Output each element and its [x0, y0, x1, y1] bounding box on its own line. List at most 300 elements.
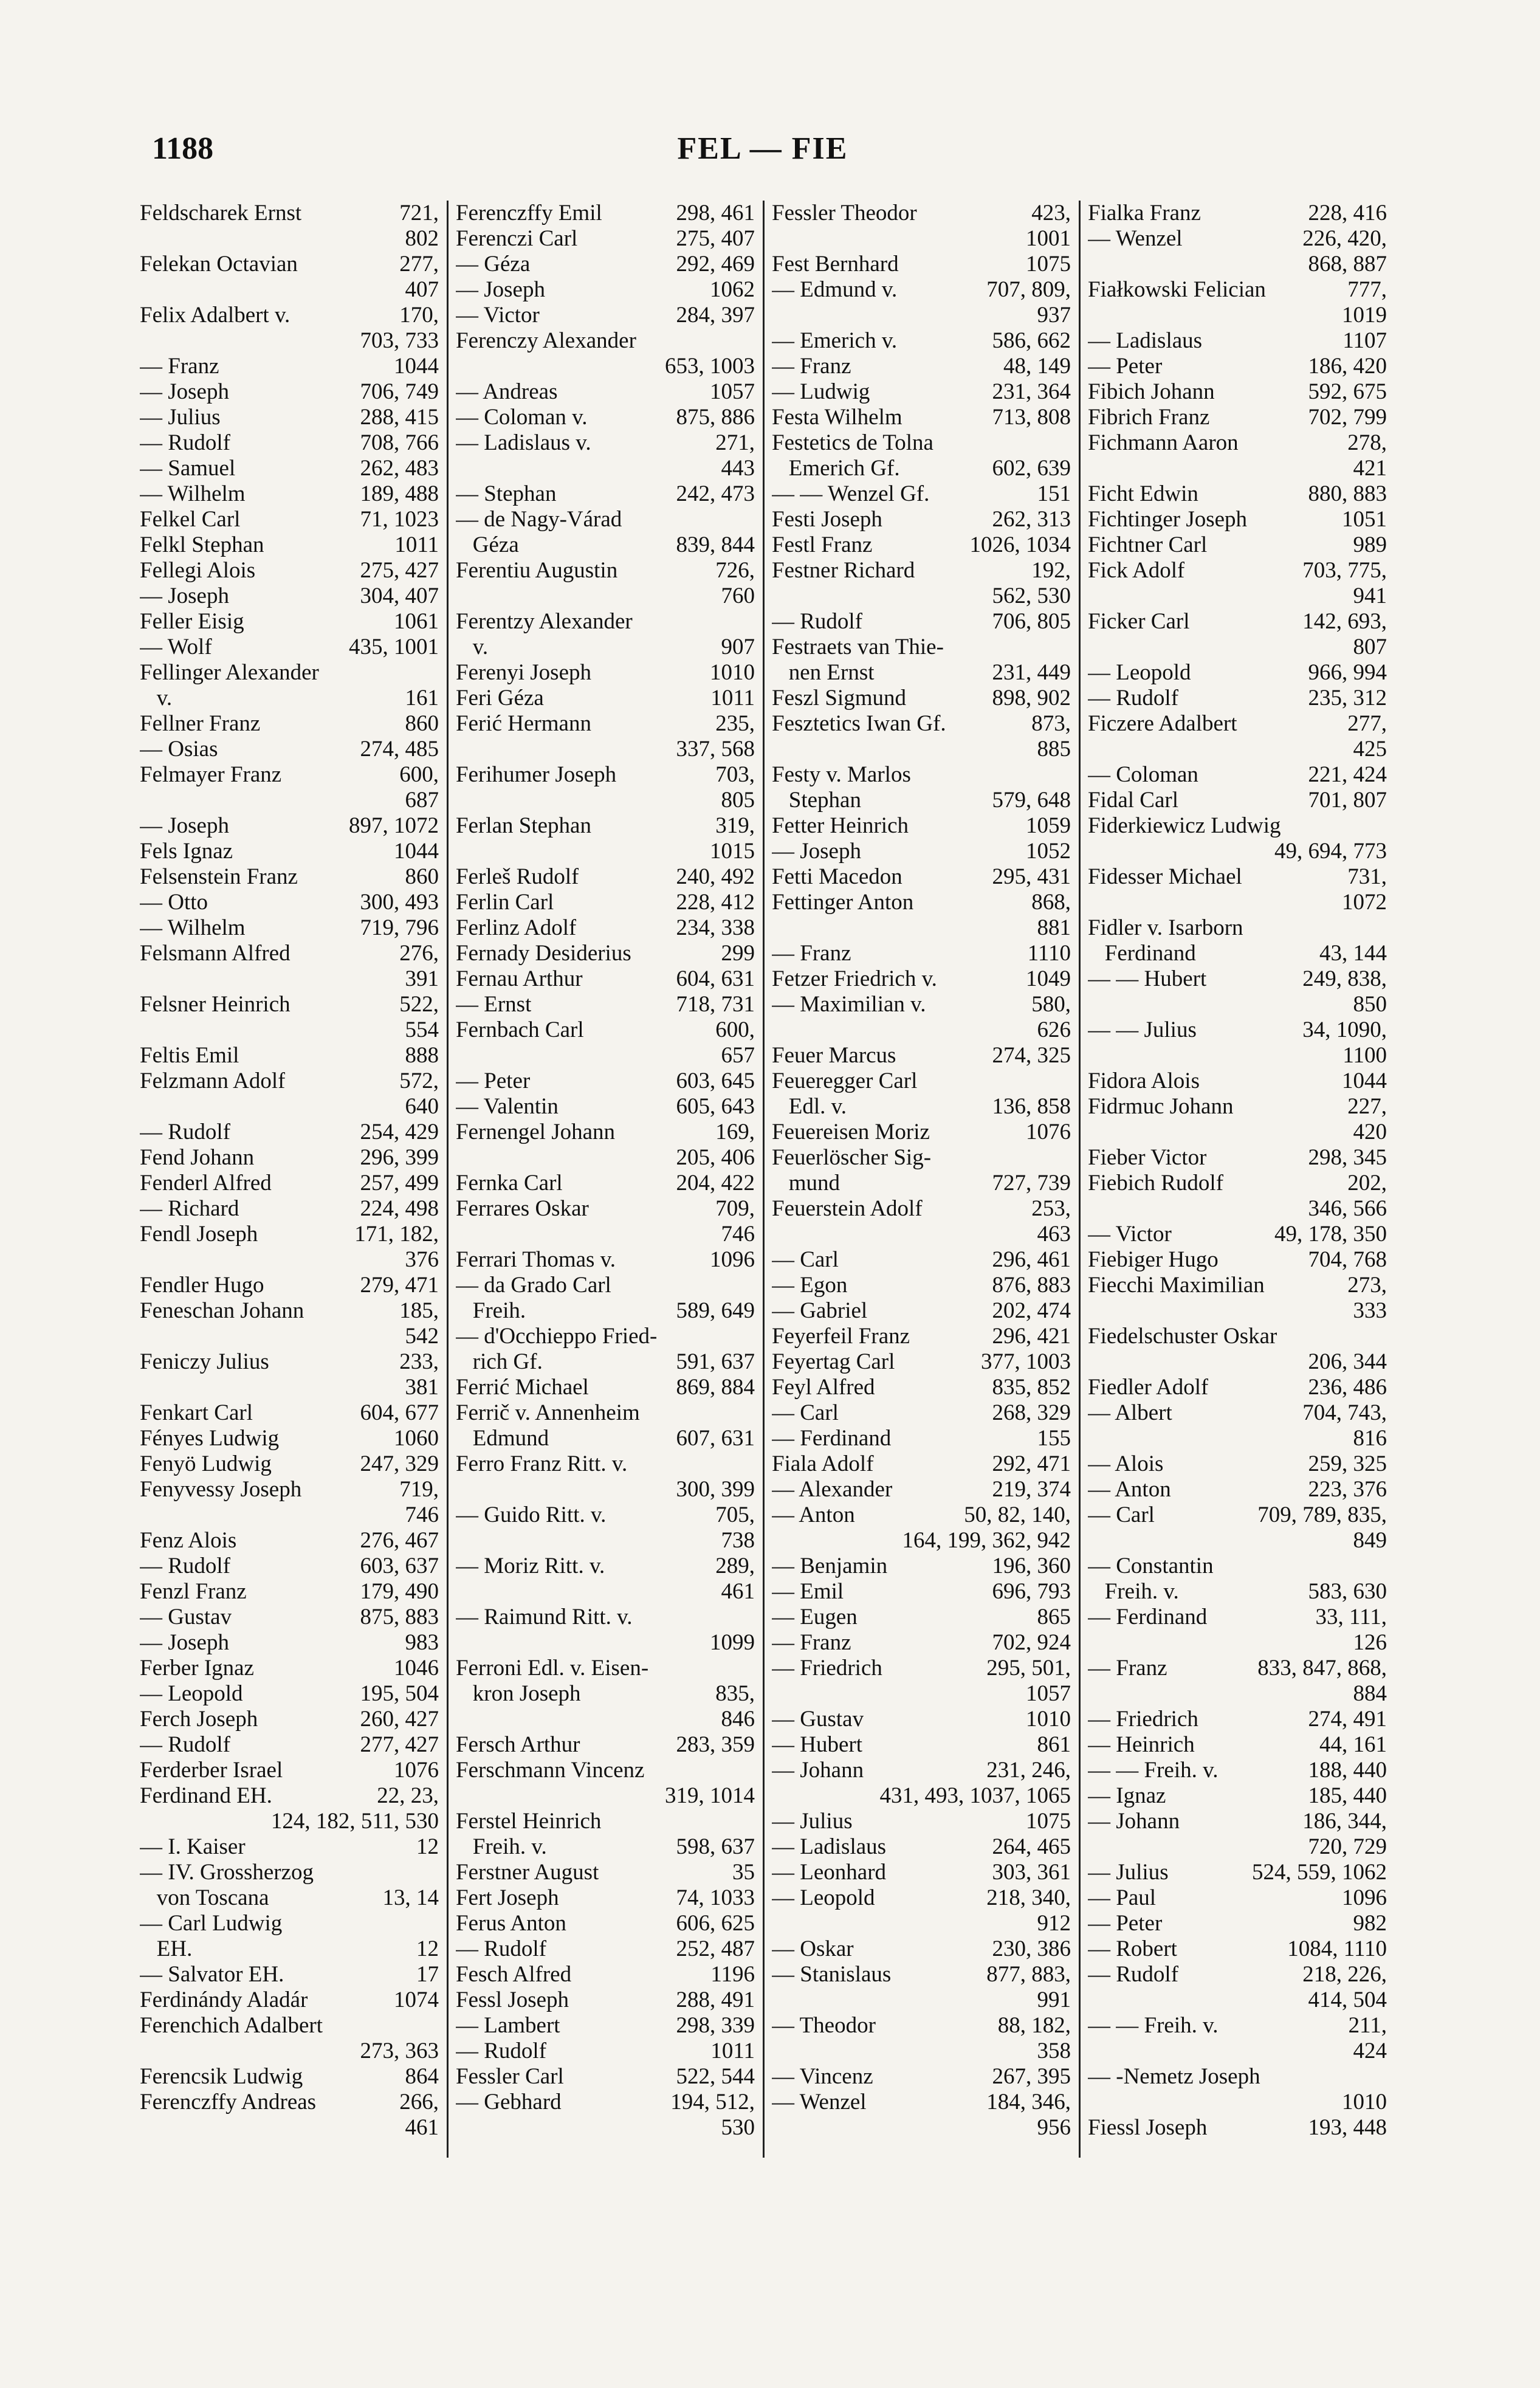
index-entry	[456, 1758, 755, 1783]
entry-name: — Paul	[1088, 1885, 1157, 1910]
entry-pages: 1057	[1026, 1681, 1071, 1706]
index-entry	[1088, 1579, 1387, 1605]
entry-name: Ferus Anton	[456, 1911, 566, 1936]
index-entry	[1088, 762, 1387, 788]
index-entry	[140, 1043, 439, 1068]
index-entry	[772, 711, 1071, 737]
entry-pages: 277,	[1347, 711, 1387, 736]
index-entry	[1088, 890, 1387, 915]
entry-name: — Wilhelm	[140, 481, 246, 506]
index-entry	[456, 201, 755, 226]
index-entry	[1088, 2039, 1387, 2064]
index-entry	[140, 1707, 439, 1732]
index-entry	[456, 864, 755, 890]
index-entry	[772, 1605, 1071, 1630]
entry-name: Ferro Franz Ritt. v.	[456, 1451, 628, 1476]
entry-name: Stephan	[772, 788, 861, 813]
entry-pages: 876, 883	[992, 1273, 1071, 1298]
entry-name: — Alois	[1088, 1451, 1164, 1476]
index-entry	[772, 941, 1071, 966]
entry-name: Ficzere Adalbert	[1088, 711, 1237, 736]
index-entry	[140, 1554, 439, 1579]
entry-name: Fidora Alois	[1088, 1068, 1200, 1093]
entry-pages: 227,	[1347, 1094, 1387, 1119]
index-entry	[1088, 1400, 1387, 1426]
entry-pages: 885	[1037, 737, 1071, 762]
index-entry	[456, 1375, 755, 1400]
entry-name: — Ladislaus v.	[456, 430, 591, 455]
entry-name: Fiebich Rudolf	[1088, 1171, 1224, 1196]
index-entry	[456, 1630, 755, 1656]
entry-name: — Emil	[772, 1579, 844, 1604]
entry-name: Fendler Hugo	[140, 1273, 264, 1298]
index-entry	[772, 1043, 1071, 1068]
index-entry	[772, 1298, 1071, 1324]
entry-name: — Gabriel	[772, 1298, 868, 1323]
index-entry	[140, 635, 439, 660]
entry-name: Fichtinger Joseph	[1088, 507, 1248, 532]
index-entry	[140, 2013, 439, 2039]
entry-pages: 598, 637	[676, 1834, 755, 1859]
entry-name: — Wenzel	[1088, 226, 1183, 251]
entry-name: — Ferdinand	[1088, 1605, 1208, 1629]
entry-name: Feltis Emil	[140, 1043, 239, 1068]
entry-name: — — Wenzel Gf.	[772, 481, 930, 506]
index-entry	[1088, 1273, 1387, 1298]
entry-pages: 966, 994	[1308, 660, 1387, 685]
entry-pages: 296, 421	[992, 1324, 1071, 1349]
entry-pages: 288, 415	[360, 405, 439, 430]
entry-name: — Joseph	[140, 583, 229, 608]
index-entry	[140, 456, 439, 481]
entry-name: Felsmann Alfred	[140, 941, 290, 966]
entry-name: Felkl Stephan	[140, 532, 264, 557]
index-entry	[772, 1247, 1071, 1273]
entry-pages: 606, 625	[676, 1911, 755, 1936]
entry-pages: 74, 1033	[676, 1885, 755, 1910]
entry-pages: 777,	[1347, 277, 1387, 302]
entry-name: — Joseph	[456, 277, 545, 302]
index-entry	[1088, 915, 1387, 941]
entry-pages: 278,	[1347, 430, 1387, 455]
entry-pages: 17	[416, 1962, 439, 1987]
index-entry	[772, 1426, 1071, 1451]
entry-name: — Julius	[1088, 1860, 1169, 1885]
entry-name: — Salvator EH.	[140, 1962, 284, 1987]
entry-name: — Vincenz	[772, 2064, 873, 2089]
entry-name: Ferdinand EH.	[140, 1783, 272, 1808]
entry-name: — Coloman v.	[456, 405, 588, 430]
index-entry	[772, 379, 1071, 405]
index-entry	[456, 1732, 755, 1758]
entry-pages: 49, 694, 773	[1274, 839, 1387, 864]
entry-name: Fidrmuc Johann	[1088, 1094, 1234, 1119]
index-entry	[1088, 1783, 1387, 1809]
index-entry	[456, 839, 755, 864]
index-entry	[1088, 277, 1387, 303]
entry-pages: 807	[1353, 635, 1387, 659]
entry-pages: 746	[721, 1222, 755, 1247]
index-entry	[456, 1860, 755, 1885]
entry-pages: 1051	[1342, 507, 1387, 532]
entry-pages: 726,	[715, 558, 755, 583]
entry-pages: 233,	[399, 1349, 439, 1374]
index-entry	[1088, 737, 1387, 762]
index-entry	[1088, 1656, 1387, 1681]
entry-name: Freih. v.	[1088, 1579, 1179, 1604]
entry-name: — IV. Grossherzog	[140, 1860, 314, 1885]
entry-name: — Joseph	[140, 813, 229, 838]
entry-name: Fernka Carl	[456, 1171, 563, 1196]
index-entry	[456, 2013, 755, 2039]
entry-pages: 289,	[715, 1554, 755, 1578]
entry-name: — d'Occhieppo Fried-	[456, 1324, 658, 1349]
entry-name: Festy v. Marlos	[772, 762, 911, 787]
index-entry	[1088, 1605, 1387, 1630]
entry-pages: 875, 886	[676, 405, 755, 430]
entry-name: — Rudolf	[772, 609, 863, 634]
entry-pages: 431, 493, 1037, 1065	[879, 1783, 1071, 1808]
entry-pages: 603, 645	[676, 1068, 755, 1093]
index-entry	[1088, 1554, 1387, 1579]
entry-name: Feyl Alfred	[772, 1375, 875, 1400]
entry-pages: 1196	[710, 1962, 755, 1987]
entry-pages: 44, 161	[1319, 1732, 1387, 1757]
entry-pages: 835, 852	[992, 1375, 1071, 1400]
entry-pages: 706, 805	[992, 609, 1071, 634]
index-entry	[772, 864, 1071, 890]
entry-pages: 231, 364	[992, 379, 1071, 404]
entry-pages: 224, 498	[360, 1196, 439, 1221]
entry-name: Fernau Arthur	[456, 966, 583, 991]
entry-name: — Joseph	[140, 379, 229, 404]
entry-pages: 292, 471	[992, 1451, 1071, 1476]
index-entry	[140, 2115, 439, 2141]
index-entry	[1088, 1171, 1387, 1196]
index-entry	[1088, 2064, 1387, 2090]
entry-name: — I. Kaiser	[140, 1834, 246, 1859]
entry-pages: 709, 789, 835,	[1257, 1502, 1387, 1527]
entry-name: — Lambert	[456, 2013, 560, 2038]
index-entry	[1088, 1196, 1387, 1222]
index-entry	[456, 941, 755, 966]
entry-pages: 626	[1037, 1017, 1071, 1042]
index-entry	[772, 1707, 1071, 1732]
index-entry	[456, 1809, 755, 1834]
entry-pages: 221, 424	[1308, 762, 1387, 787]
index-entry	[772, 1324, 1071, 1349]
index-entry	[772, 1120, 1071, 1145]
entry-name: Fiderkiewicz Ludwig	[1088, 813, 1281, 838]
index-entry	[456, 405, 755, 430]
index-entry	[140, 1987, 439, 2013]
index-entry	[140, 1758, 439, 1783]
index-entry	[772, 277, 1071, 303]
index-entry	[456, 2090, 755, 2115]
entry-pages: 223, 376	[1308, 1477, 1387, 1502]
index-entry	[1088, 864, 1387, 890]
entry-name: Feyertag Carl	[772, 1349, 895, 1374]
index-entry	[1088, 966, 1387, 992]
entry-name: Fernengel Johann	[456, 1120, 616, 1144]
entry-name: Fenderl Alfred	[140, 1171, 272, 1196]
entry-pages: 1075	[1026, 1809, 1071, 1834]
index-entry	[1088, 583, 1387, 609]
index-entry	[772, 481, 1071, 507]
index-entry	[772, 226, 1071, 252]
page-header	[152, 131, 1373, 179]
entry-pages: 580,	[1031, 992, 1071, 1017]
entry-pages: 833, 847, 868,	[1257, 1656, 1387, 1681]
index-entry	[456, 1885, 755, 1911]
entry-pages: 299	[721, 941, 755, 966]
entry-pages: 267, 395	[992, 2064, 1071, 2089]
entry-pages: 1100	[1342, 1043, 1387, 1068]
entry-name: Feueregger Carl	[772, 1068, 918, 1093]
index-entry	[456, 252, 755, 277]
index-entry	[140, 1809, 439, 1834]
entry-name: Fiebiger Hugo	[1088, 1247, 1219, 1272]
index-entry	[456, 1324, 755, 1349]
entry-pages: 283, 359	[676, 1732, 755, 1757]
entry-name: Ferenczffy Emil	[456, 201, 602, 225]
entry-pages: 1107	[1342, 328, 1387, 353]
entry-pages: 226, 420,	[1302, 226, 1387, 251]
entry-pages: 253,	[1031, 1196, 1071, 1221]
entry-pages: 300, 493	[360, 890, 439, 915]
entry-pages: 376	[405, 1247, 439, 1272]
index-entry	[772, 890, 1071, 915]
entry-pages: 583, 630	[1308, 1579, 1387, 1604]
entry-pages: 189, 488	[360, 481, 439, 506]
index-entry	[140, 1834, 439, 1860]
index-entry	[456, 379, 755, 405]
index-entry	[772, 1783, 1071, 1809]
entry-pages: 912	[1037, 1911, 1071, 1936]
entry-pages: 235, 312	[1308, 686, 1387, 711]
entry-pages: 204, 422	[676, 1171, 755, 1196]
entry-name: Festa Wilhelm	[772, 405, 902, 430]
index-entry	[140, 1656, 439, 1681]
entry-name: — Franz	[140, 354, 219, 379]
index-entry	[140, 686, 439, 711]
index-entry	[772, 1860, 1071, 1885]
index-entry	[140, 1120, 439, 1145]
entry-name: Fenyö Ludwig	[140, 1451, 272, 1476]
entry-name: Fettinger Anton	[772, 890, 914, 915]
index-entry	[456, 303, 755, 328]
entry-pages: 1076	[1026, 1120, 1071, 1144]
entry-pages: 861	[1037, 1732, 1071, 1757]
entry-name: Ferlin Carl	[456, 890, 554, 915]
entry-name: — Ernst	[456, 992, 532, 1017]
index-entry	[456, 354, 755, 379]
entry-name: — Ludwig	[772, 379, 870, 404]
index-entry	[140, 2090, 439, 2115]
index-entry	[140, 1375, 439, 1400]
entry-pages: 268, 329	[992, 1400, 1071, 1425]
index-entry	[456, 1477, 755, 1502]
entry-pages: 703, 733	[360, 328, 439, 353]
index-entry	[140, 1273, 439, 1298]
index-entry	[140, 711, 439, 737]
entry-pages: 1011	[710, 2039, 755, 2063]
entry-name: — Andreas	[456, 379, 558, 404]
entry-pages: 22, 23,	[377, 1783, 439, 1808]
entry-pages: 731,	[1347, 864, 1387, 889]
index-entry	[1088, 1145, 1387, 1171]
entry-name: kron Joseph	[456, 1681, 581, 1706]
index-entry	[772, 1502, 1071, 1528]
entry-name: Ferihumer Joseph	[456, 762, 617, 787]
running-head: FEL — FIE	[677, 131, 848, 166]
entry-pages: 875, 883	[360, 1605, 439, 1629]
entry-pages: 1049	[1026, 966, 1071, 991]
entry-name: Feri Géza	[456, 686, 544, 711]
index-entry	[456, 507, 755, 532]
entry-name: Fert Joseph	[456, 1885, 559, 1910]
index-entry	[140, 966, 439, 992]
entry-pages: 273, 363	[360, 2039, 439, 2063]
entry-pages: 333	[1353, 1298, 1387, 1323]
index-column-1	[140, 201, 439, 2164]
entry-name: — Rudolf	[456, 1936, 547, 1961]
entry-name: — Victor	[1088, 1222, 1172, 1247]
entry-name: Fiedler Adolf	[1088, 1375, 1209, 1400]
entry-name: — Moriz Ritt. v.	[456, 1554, 605, 1578]
entry-pages: 298, 461	[676, 201, 755, 225]
index-entry	[140, 1681, 439, 1707]
page-number: 1188	[152, 131, 214, 166]
index-entry	[1088, 660, 1387, 686]
index-entry	[456, 226, 755, 252]
entry-pages: 591, 637	[676, 1349, 755, 1374]
index-entry	[456, 762, 755, 788]
entry-pages: 443	[721, 456, 755, 481]
index-entry	[140, 839, 439, 864]
index-entry	[140, 532, 439, 558]
entry-pages: 266,	[399, 2090, 439, 2114]
index-entry	[140, 1860, 439, 1885]
entry-name: — Leonhard	[772, 1860, 887, 1885]
entry-name: Felsner Heinrich	[140, 992, 290, 1017]
entry-name: — — Freih. v.	[1088, 2013, 1219, 2038]
index-entry	[140, 1094, 439, 1120]
entry-pages: 704, 768	[1308, 1247, 1387, 1272]
entry-name: Fellegi Alois	[140, 558, 256, 583]
entry-name: Fessler Theodor	[772, 201, 917, 225]
entry-pages: 193, 448	[1308, 2115, 1387, 2140]
index-entry	[456, 813, 755, 839]
entry-name: — Julius	[140, 405, 221, 430]
entry-pages: 435, 1001	[349, 635, 439, 659]
entry-name: Ferenchich Adalbert	[140, 2013, 323, 2038]
entry-pages: 991	[1037, 1987, 1071, 2012]
entry-pages: 230, 386	[992, 1936, 1071, 1961]
entry-name: Ficht Edwin	[1088, 481, 1198, 506]
entry-pages: 300, 399	[676, 1477, 755, 1502]
index-entry	[456, 558, 755, 583]
index-entry	[1088, 532, 1387, 558]
entry-name: Festetics de Tolna	[772, 430, 933, 455]
entry-pages: 738	[721, 1528, 755, 1553]
entry-pages: 234, 338	[676, 915, 755, 940]
index-column-4	[1088, 201, 1387, 2164]
index-entry	[456, 1707, 755, 1732]
index-entry	[140, 1732, 439, 1758]
entry-pages: 719, 796	[360, 915, 439, 940]
index-entry	[140, 660, 439, 686]
index-entry	[1088, 1707, 1387, 1732]
entry-name: — Egon	[772, 1273, 848, 1298]
entry-pages: 185, 440	[1308, 1783, 1387, 1808]
index-entry	[140, 890, 439, 915]
index-entry	[456, 277, 755, 303]
entry-pages: 1015	[710, 839, 755, 864]
entry-name: Ferenczy Alexander	[456, 328, 636, 353]
index-entry	[140, 1502, 439, 1528]
entry-pages: 1076	[394, 1758, 439, 1783]
entry-name: — Oskar	[772, 1936, 854, 1961]
index-entry	[456, 2064, 755, 2090]
index-entry	[456, 1298, 755, 1324]
entry-pages: 295, 501,	[986, 1656, 1071, 1681]
entry-pages: 603, 637	[360, 1554, 439, 1578]
entry-name: — Friedrich	[772, 1656, 882, 1681]
entry-pages: 1011	[710, 686, 755, 711]
index-entry	[772, 737, 1071, 762]
entry-name: — Stephan	[456, 481, 557, 506]
index-entry	[140, 1528, 439, 1554]
entry-name: — Joseph	[140, 1630, 229, 1655]
entry-pages: 142, 693,	[1302, 609, 1387, 634]
entry-pages: 1099	[710, 1630, 755, 1655]
entry-name: Fetzer Friedrich v.	[772, 966, 937, 991]
index-entry	[772, 507, 1071, 532]
entry-pages: 33, 111,	[1315, 1605, 1387, 1629]
entry-pages: 1061	[394, 609, 439, 634]
index-entry	[140, 609, 439, 635]
index-entry	[1088, 1324, 1387, 1349]
entry-name: Ferentiu Augustin	[456, 558, 618, 583]
index-entry	[456, 1043, 755, 1068]
entry-name: — Anton	[1088, 1477, 1171, 1502]
entry-name: Fiessl Joseph	[1088, 2115, 1208, 2140]
entry-pages: 48, 149	[1003, 354, 1071, 379]
entry-pages: 196, 360	[992, 1554, 1071, 1578]
entry-name: Ferentzy Alexander	[456, 609, 633, 634]
entry-name: Fenyvessy Joseph	[140, 1477, 302, 1502]
entry-name: — Rudolf	[140, 1554, 231, 1578]
entry-pages: 881	[1037, 915, 1071, 940]
entry-pages: 264, 465	[992, 1834, 1071, 1859]
index-entry	[140, 1017, 439, 1043]
entry-pages: 860	[405, 711, 439, 736]
index-entry	[140, 252, 439, 277]
entry-name: Ferdinand	[1088, 941, 1196, 966]
entry-pages: 640	[405, 1094, 439, 1119]
index-entry	[1088, 558, 1387, 583]
index-entry	[140, 992, 439, 1017]
entry-pages: 155	[1037, 1426, 1071, 1451]
entry-name: — Franz	[1088, 1656, 1167, 1681]
index-entry	[456, 660, 755, 686]
entry-pages: 956	[1037, 2115, 1071, 2140]
entry-pages: 1060	[394, 1426, 439, 1451]
entry-name: — de Nagy-Várad	[456, 507, 622, 532]
entry-pages: 589, 649	[676, 1298, 755, 1323]
entry-name: — Wolf	[140, 635, 212, 659]
